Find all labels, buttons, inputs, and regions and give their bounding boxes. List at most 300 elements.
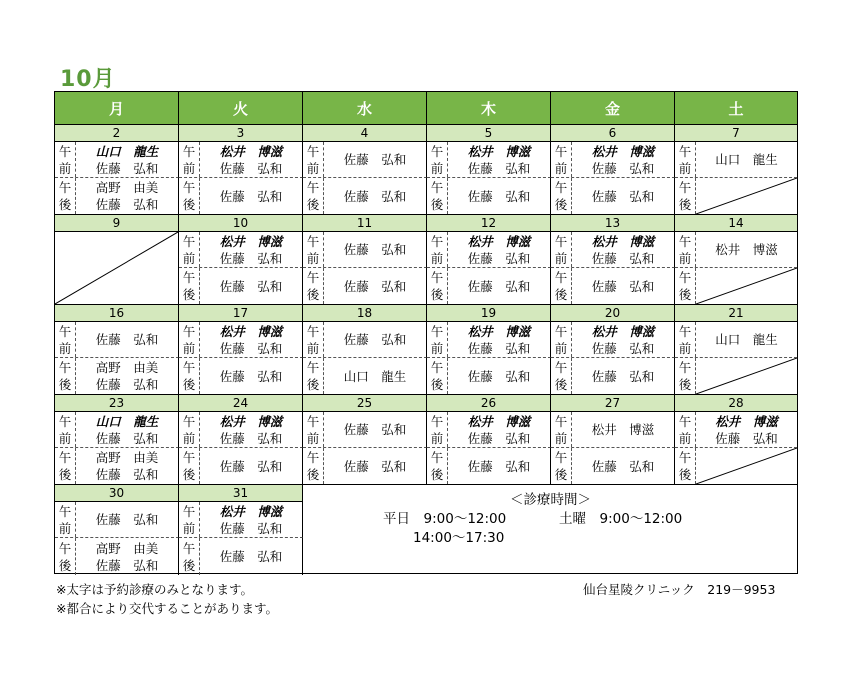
date-cell: 21 xyxy=(675,305,797,322)
slot-label-char: 前 xyxy=(678,160,692,176)
doctor-list xyxy=(324,358,426,394)
weekday-header: 月 xyxy=(55,92,179,125)
doctor-list xyxy=(324,448,426,484)
slot-label-char: 午 xyxy=(58,503,72,519)
slot-label-char: 前 xyxy=(554,340,568,356)
pm-label xyxy=(55,358,76,394)
pm-label xyxy=(303,178,324,214)
doctor-list xyxy=(696,268,797,304)
doctor-list xyxy=(572,232,674,267)
am-slot xyxy=(427,322,551,358)
doctor-list xyxy=(324,142,426,177)
slot-label-char: 後 xyxy=(430,287,444,302)
doctor-name: 佐藤 弘和 xyxy=(219,278,283,294)
note-substitution: ※都合により交代することがあります。 xyxy=(56,601,278,616)
pm-label xyxy=(675,358,696,394)
doctor-name: 佐藤 弘和 xyxy=(95,430,159,446)
doctor-name: 高野 由美 xyxy=(95,540,159,556)
date-cell: 13 xyxy=(551,215,675,232)
closed-diagonal-line xyxy=(696,448,797,484)
pm-slot xyxy=(427,178,551,215)
slot-label-char: 後 xyxy=(678,377,692,392)
slot-label-char: 午 xyxy=(678,413,692,429)
am-label xyxy=(303,232,324,267)
doctor-name: 佐藤 弘和 xyxy=(219,458,283,474)
doctor-name: 佐藤 弘和 xyxy=(95,197,159,212)
date-cell: 14 xyxy=(675,215,797,232)
date-cell: 18 xyxy=(303,305,427,322)
slot-label-char: 後 xyxy=(430,197,444,212)
doctor-list xyxy=(448,412,550,447)
am-slot xyxy=(303,232,427,268)
doctor-list xyxy=(200,412,302,447)
slot-label-char: 前 xyxy=(430,430,444,446)
slot-label-char: 後 xyxy=(182,557,196,573)
doctor-name: 佐藤 弘和 xyxy=(467,430,531,446)
slot-label-char: 後 xyxy=(306,467,320,482)
am-slot xyxy=(179,322,303,358)
pm-label xyxy=(427,358,448,394)
slot-label-char: 午 xyxy=(430,233,444,249)
slot-label-char: 前 xyxy=(182,160,196,176)
doctor-list xyxy=(572,268,674,304)
doctor-name: 松井 博滋 xyxy=(219,233,283,249)
slot-label-char: 午 xyxy=(306,143,320,159)
doctor-name: 佐藤 弘和 xyxy=(219,549,283,564)
closed-diagonal-line xyxy=(696,268,797,304)
slot-label-char: 午 xyxy=(430,360,444,375)
pm-slot xyxy=(179,268,303,305)
pm-label xyxy=(427,448,448,484)
hours-weekday-pm: 14:00～17:30 xyxy=(413,530,505,546)
doctor-list xyxy=(696,322,797,357)
doctor-name: 佐藤 弘和 xyxy=(219,340,283,356)
pm-slot xyxy=(303,448,427,485)
slot-label-char: 後 xyxy=(182,287,196,302)
doctor-list xyxy=(448,322,550,357)
date-cell: 26 xyxy=(427,395,551,412)
slot-label-char: 午 xyxy=(182,540,196,556)
doctor-list xyxy=(200,232,302,267)
am-slot xyxy=(55,502,179,538)
slot-label-char: 前 xyxy=(554,250,568,266)
slot-label-char: 後 xyxy=(182,197,196,212)
doctor-list xyxy=(200,448,302,484)
date-cell: 28 xyxy=(675,395,797,412)
doctor-name: 高野 由美 xyxy=(95,450,159,465)
doctor-name: 佐藤 弘和 xyxy=(467,160,531,176)
doctor-name: 佐藤 弘和 xyxy=(591,160,655,176)
slot-label-char: 前 xyxy=(678,430,692,446)
date-cell: 16 xyxy=(55,305,179,322)
slot-label-char: 午 xyxy=(430,143,444,159)
doctor-name: 佐藤 弘和 xyxy=(343,422,407,437)
doctor-list xyxy=(448,178,550,214)
date-cell: 2 xyxy=(55,125,179,142)
doctor-name: 佐藤 弘和 xyxy=(591,368,655,384)
weekday-header: 火 xyxy=(179,92,303,125)
doctor-name: 佐藤 弘和 xyxy=(219,188,283,204)
doctor-list xyxy=(76,502,178,537)
slot-label-char: 午 xyxy=(58,450,72,465)
am-slot xyxy=(551,412,675,448)
am-slot xyxy=(55,412,179,448)
doctor-list xyxy=(448,142,550,177)
slot-label-char: 前 xyxy=(306,340,320,356)
slot-label-char: 午 xyxy=(430,180,444,195)
doctor-list xyxy=(324,322,426,357)
pm-label xyxy=(179,268,200,304)
doctor-list xyxy=(76,412,178,447)
doctor-list xyxy=(76,178,178,214)
pm-slot xyxy=(55,178,179,215)
doctor-list xyxy=(200,538,302,575)
slot-label-char: 前 xyxy=(182,250,196,266)
slot-label-char: 後 xyxy=(678,287,692,302)
doctor-list xyxy=(572,358,674,394)
doctor-name: 佐藤 弘和 xyxy=(343,188,407,204)
date-cell: 12 xyxy=(427,215,551,232)
slot-label-char: 後 xyxy=(58,377,72,392)
slot-label-char: 午 xyxy=(58,540,72,556)
doctor-name: 佐藤 弘和 xyxy=(467,340,531,356)
slot-label-char: 午 xyxy=(182,143,196,159)
pm-label xyxy=(551,358,572,394)
am-label xyxy=(179,322,200,357)
slot-label-char: 午 xyxy=(430,323,444,339)
doctor-name: 山口 龍生 xyxy=(95,413,159,429)
doctor-name: 佐藤 弘和 xyxy=(95,377,159,392)
slot-label-char: 後 xyxy=(430,377,444,392)
doctor-name: 松井 博滋 xyxy=(467,323,531,339)
date-cell: 30 xyxy=(55,485,179,502)
slot-label-char: 後 xyxy=(182,467,196,482)
doctor-name: 佐藤 弘和 xyxy=(95,332,159,347)
doctor-name: 山口 龍生 xyxy=(343,368,407,384)
doctor-name: 松井 博滋 xyxy=(467,413,531,429)
slot-label-char: 前 xyxy=(58,160,72,176)
date-cell: 20 xyxy=(551,305,675,322)
slot-label-char: 午 xyxy=(182,233,196,249)
weekday-header: 金 xyxy=(551,92,675,125)
doctor-name: 佐藤 弘和 xyxy=(219,520,283,536)
date-cell: 25 xyxy=(303,395,427,412)
date-cell: 7 xyxy=(675,125,797,142)
slot-label-char: 午 xyxy=(554,450,568,465)
slot-label-char: 午 xyxy=(554,143,568,159)
slot-label-char: 午 xyxy=(306,413,320,429)
am-slot xyxy=(303,322,427,358)
doctor-name: 山口 龍生 xyxy=(715,332,778,347)
slot-label-char: 午 xyxy=(306,323,320,339)
date-cell: 3 xyxy=(179,125,303,142)
doctor-list xyxy=(696,178,797,214)
hours-saturday: 土曜 9:00～12:00 xyxy=(559,511,683,527)
am-slot xyxy=(675,412,797,448)
doctor-name: 松井 博滋 xyxy=(219,143,283,159)
weekday-header: 水 xyxy=(303,92,427,125)
slot-label-char: 午 xyxy=(182,180,196,195)
am-slot xyxy=(551,322,675,358)
doctor-name: 松井 博滋 xyxy=(715,242,778,257)
doctor-list xyxy=(76,358,178,394)
slot-label-char: 午 xyxy=(430,270,444,285)
slot-label-char: 後 xyxy=(678,467,692,482)
slot-label-char: 午 xyxy=(182,503,196,519)
doctor-name: 佐藤 弘和 xyxy=(95,512,159,527)
slot-label-char: 前 xyxy=(554,160,568,176)
pm-slot xyxy=(551,448,675,485)
pm-slot xyxy=(179,178,303,215)
doctor-list xyxy=(76,448,178,484)
slot-label-char: 午 xyxy=(306,360,320,375)
doctor-name: 松井 博滋 xyxy=(591,323,655,339)
slot-label-char: 後 xyxy=(678,197,692,212)
doctor-name: 松井 博滋 xyxy=(467,233,531,249)
am-label xyxy=(303,142,324,177)
am-slot xyxy=(427,232,551,268)
doctor-name: 佐藤 弘和 xyxy=(467,368,531,384)
slot-label-char: 午 xyxy=(678,270,692,285)
slot-label-char: 午 xyxy=(182,450,196,465)
pm-slot xyxy=(303,178,427,215)
slot-label-char: 前 xyxy=(306,430,320,446)
slot-label-char: 後 xyxy=(58,197,72,212)
pm-label xyxy=(427,268,448,304)
slot-label-char: 午 xyxy=(678,450,692,465)
slot-label-char: 前 xyxy=(58,430,72,446)
pm-label xyxy=(303,448,324,484)
note-bold: ※太字は予約診療のみとなります。 xyxy=(56,582,253,597)
am-label xyxy=(303,412,324,447)
doctor-list xyxy=(572,412,674,447)
pm-slot xyxy=(303,268,427,305)
doctor-name: 佐藤 弘和 xyxy=(219,250,283,266)
doctor-name: 松井 博滋 xyxy=(591,143,655,159)
doctor-list xyxy=(448,358,550,394)
slot-label-char: 午 xyxy=(554,180,568,195)
date-cell: 23 xyxy=(55,395,179,412)
date-cell: 5 xyxy=(427,125,551,142)
doctor-list xyxy=(200,358,302,394)
doctor-name: 松井 博滋 xyxy=(591,233,655,249)
doctor-name: 松井 博滋 xyxy=(219,503,283,519)
doctor-name: 佐藤 弘和 xyxy=(591,458,655,474)
slot-label-char: 後 xyxy=(306,377,320,392)
pm-label xyxy=(551,448,572,484)
doctor-name: 佐藤 弘和 xyxy=(467,250,531,266)
am-label xyxy=(427,232,448,267)
slot-label-char: 前 xyxy=(306,160,320,176)
doctor-list xyxy=(324,268,426,304)
date-cell: 6 xyxy=(551,125,675,142)
pm-label xyxy=(179,358,200,394)
pm-slot xyxy=(303,358,427,395)
doctor-name: 佐藤 弘和 xyxy=(591,188,655,204)
weekday-header: 土 xyxy=(675,92,797,125)
slot-label-char: 後 xyxy=(306,197,320,212)
am-label xyxy=(55,502,76,537)
slot-label-char: 午 xyxy=(306,180,320,195)
pm-label xyxy=(55,448,76,484)
am-label xyxy=(55,412,76,447)
doctor-name: 山口 龍生 xyxy=(95,143,159,159)
pm-slot xyxy=(551,178,675,215)
slot-label-char: 前 xyxy=(182,520,196,536)
doctor-name: 佐藤 弘和 xyxy=(467,278,531,294)
pm-slot xyxy=(675,268,797,305)
doctor-list xyxy=(76,322,178,357)
slot-label-char: 後 xyxy=(554,377,568,392)
doctor-name: 松井 博滋 xyxy=(219,323,283,339)
am-slot xyxy=(179,502,303,538)
slot-label-char: 後 xyxy=(554,287,568,302)
doctor-name: 松井 博滋 xyxy=(467,143,531,159)
slot-label-char: 午 xyxy=(306,270,320,285)
am-slot xyxy=(675,322,797,358)
slot-label-char: 前 xyxy=(58,520,72,536)
am-slot xyxy=(675,232,797,268)
hours-heading: ＜診療時間＞ xyxy=(510,492,591,508)
slot-label-char: 前 xyxy=(430,340,444,356)
doctor-name: 松井 博滋 xyxy=(591,422,655,437)
am-slot xyxy=(303,142,427,178)
pm-slot xyxy=(427,358,551,395)
closed-day-cell xyxy=(55,232,179,305)
slot-label-char: 午 xyxy=(678,323,692,339)
am-label xyxy=(675,142,696,177)
pm-slot xyxy=(675,178,797,215)
am-slot xyxy=(179,232,303,268)
pm-label xyxy=(303,358,324,394)
doctor-name: 佐藤 弘和 xyxy=(95,557,159,573)
slot-label-char: 午 xyxy=(554,360,568,375)
doctor-list xyxy=(696,448,797,484)
doctor-list xyxy=(696,412,797,447)
doctor-name: 佐藤 弘和 xyxy=(467,458,531,474)
am-label xyxy=(551,322,572,357)
slot-label-char: 午 xyxy=(678,360,692,375)
pm-slot xyxy=(551,358,675,395)
pm-label xyxy=(427,178,448,214)
slot-label-char: 前 xyxy=(306,250,320,266)
doctor-name: 佐藤 弘和 xyxy=(219,368,283,384)
slot-label-char: 前 xyxy=(430,250,444,266)
slot-label-char: 前 xyxy=(554,430,568,446)
am-slot xyxy=(179,412,303,448)
date-cell: 11 xyxy=(303,215,427,232)
am-slot xyxy=(551,232,675,268)
slot-label-char: 後 xyxy=(554,467,568,482)
slot-label-char: 午 xyxy=(554,233,568,249)
slot-label-char: 前 xyxy=(678,340,692,356)
am-label xyxy=(179,232,200,267)
date-cell: 31 xyxy=(179,485,303,502)
slot-label-char: 午 xyxy=(58,180,72,195)
doctor-name: 佐藤 弘和 xyxy=(343,278,407,294)
am-label xyxy=(427,412,448,447)
slot-label-char: 前 xyxy=(182,430,196,446)
slot-label-char: 午 xyxy=(430,450,444,465)
doctor-list xyxy=(200,178,302,214)
pm-label xyxy=(179,178,200,214)
slot-label-char: 午 xyxy=(306,233,320,249)
am-slot xyxy=(55,322,179,358)
doctor-name: 佐藤 弘和 xyxy=(591,250,655,266)
am-label xyxy=(179,502,200,537)
pm-slot xyxy=(675,358,797,395)
slot-label-char: 午 xyxy=(678,233,692,249)
pm-label xyxy=(675,448,696,484)
slot-label-char: 午 xyxy=(554,323,568,339)
slot-label-char: 午 xyxy=(678,180,692,195)
doctor-list xyxy=(324,412,426,447)
pm-slot xyxy=(427,448,551,485)
doctor-name: 佐藤 弘和 xyxy=(715,430,778,446)
am-label xyxy=(179,142,200,177)
doctor-list xyxy=(448,232,550,267)
doctor-list xyxy=(200,142,302,177)
pm-slot xyxy=(179,538,303,575)
slot-label-char: 午 xyxy=(58,413,72,429)
slot-label-char: 午 xyxy=(678,143,692,159)
pm-label xyxy=(303,268,324,304)
slot-label-char: 午 xyxy=(182,323,196,339)
doctor-name: 佐藤 弘和 xyxy=(343,332,407,347)
doctor-list xyxy=(696,142,797,177)
am-label xyxy=(179,412,200,447)
am-label xyxy=(427,322,448,357)
doctor-name: 佐藤 弘和 xyxy=(219,160,283,176)
doctor-list xyxy=(572,448,674,484)
pm-label xyxy=(675,268,696,304)
doctor-list xyxy=(76,142,178,177)
doctor-list xyxy=(200,502,302,537)
pm-slot xyxy=(675,448,797,485)
date-cell: 4 xyxy=(303,125,427,142)
page-title: 10月 xyxy=(60,67,116,92)
doctor-name: 佐藤 弘和 xyxy=(591,278,655,294)
pm-slot xyxy=(55,358,179,395)
am-slot xyxy=(675,142,797,178)
pm-slot xyxy=(427,268,551,305)
pm-label xyxy=(551,268,572,304)
am-label xyxy=(675,412,696,447)
am-slot xyxy=(179,142,303,178)
pm-label xyxy=(551,178,572,214)
slot-label-char: 午 xyxy=(430,413,444,429)
doctor-list xyxy=(696,358,797,394)
hours-weekday: 平日 9:00～12:00 xyxy=(383,511,507,527)
slot-label-char: 午 xyxy=(58,323,72,339)
slot-label-char: 後 xyxy=(554,197,568,212)
pm-slot xyxy=(55,448,179,485)
am-slot xyxy=(427,412,551,448)
doctor-list xyxy=(200,322,302,357)
pm-slot xyxy=(179,448,303,485)
am-label xyxy=(675,322,696,357)
am-label xyxy=(427,142,448,177)
doctor-name: 佐藤 弘和 xyxy=(467,188,531,204)
slot-label-char: 前 xyxy=(430,160,444,176)
doctor-list xyxy=(572,178,674,214)
doctor-name: 佐藤 弘和 xyxy=(219,430,283,446)
am-label xyxy=(551,232,572,267)
doctor-list xyxy=(448,448,550,484)
am-slot xyxy=(551,142,675,178)
date-cell: 17 xyxy=(179,305,303,322)
slot-label-char: 後 xyxy=(58,467,72,482)
